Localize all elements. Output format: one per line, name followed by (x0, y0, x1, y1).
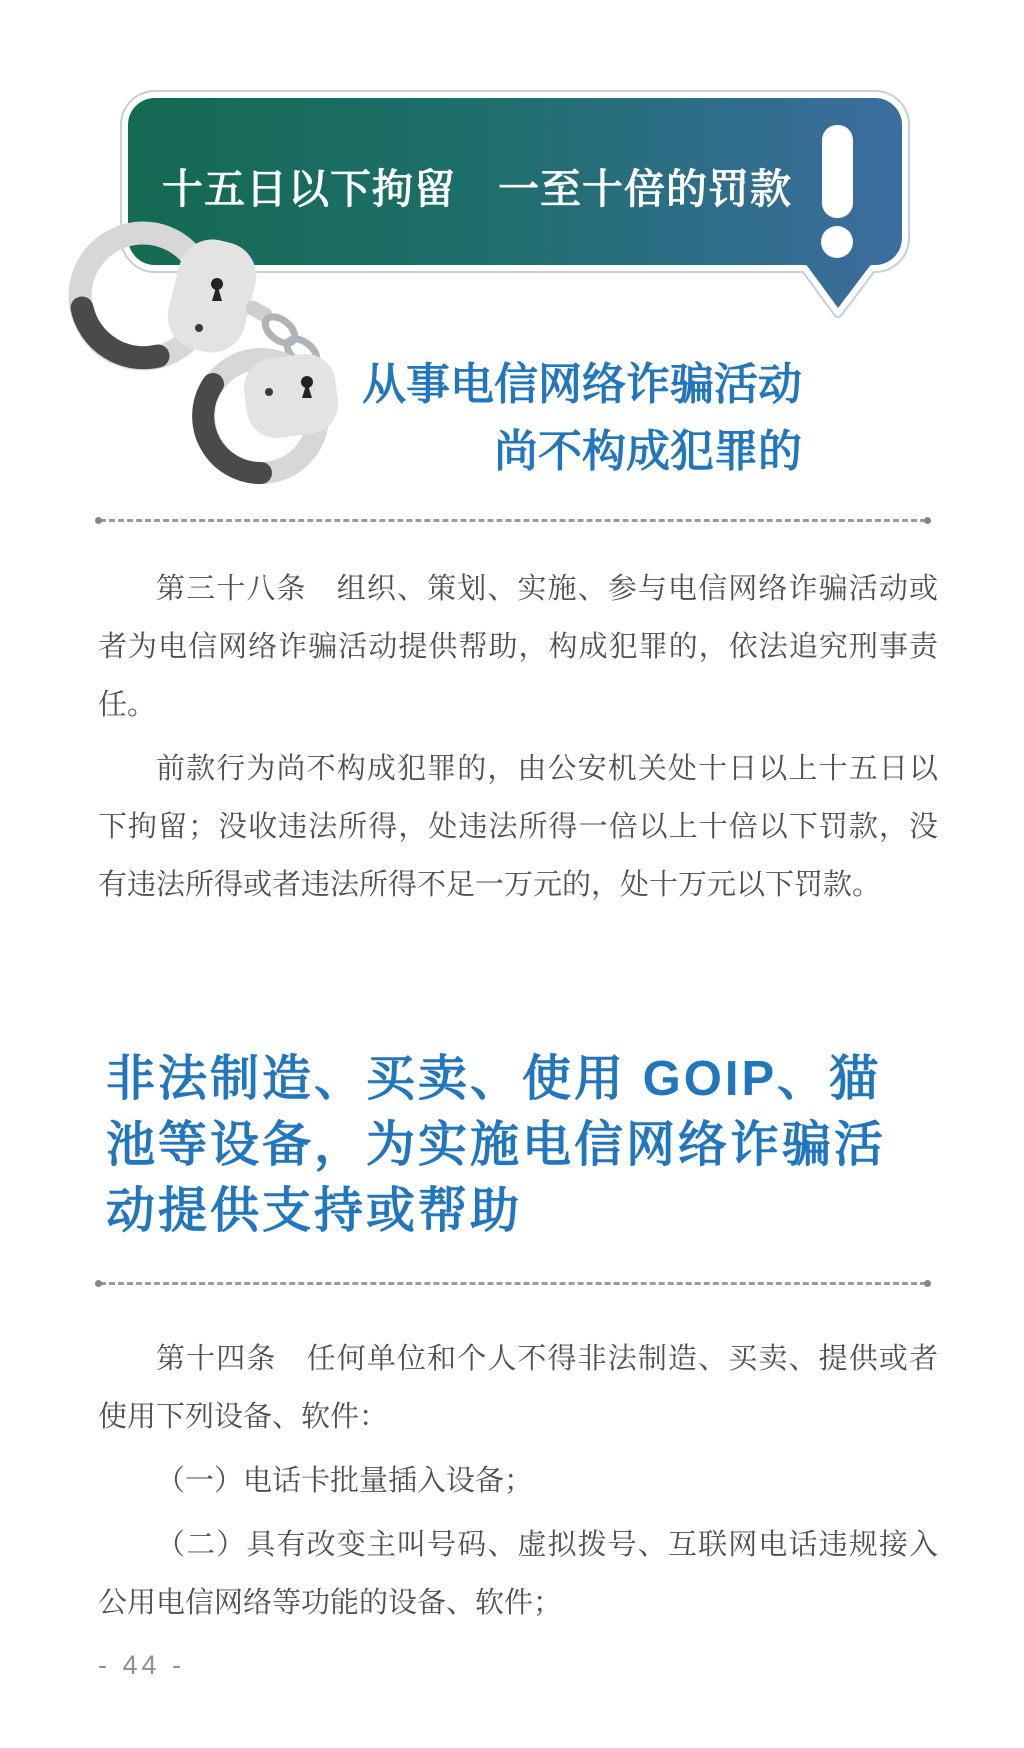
section1-heading (348, 351, 802, 485)
section1-body (98, 560, 938, 920)
section2-heading-line2: 池等设备，为实施电信网络诈骗活 (106, 1118, 887, 1172)
section2-heading-line1: 非法制造、买卖、使用 GOIP、猫 (106, 1052, 882, 1106)
dashed-divider (100, 1282, 926, 1285)
section2-heading-line3: 动提供支持或帮助 (106, 1184, 523, 1238)
dashed-divider (100, 519, 926, 522)
paragraph: 第十四条 任何单位和个人不得非法制造、买卖、提供或者使用下列设备、软件： (98, 1343, 938, 1433)
list-item: （一）电话卡批量插入设备； (156, 1465, 534, 1497)
section1-heading-line1: 从事电信网络诈骗活动 (362, 360, 802, 409)
paragraph: 第三十八条 组织、策划、实施、参与电信网络诈骗活动或者为电信网络诈骗活动提供帮助，构成犯罪的，依法追究刑事责任。 (98, 573, 938, 721)
section1-heading-line2: 尚不构成犯罪的 (494, 427, 802, 476)
list-item: （二）具有改变主叫号码、虚拟拨号、互联网电话违规接入公用电信网络等功能的设备、软件； (98, 1529, 938, 1619)
section2-body (98, 1330, 938, 1638)
handcuffs-icon (55, 188, 345, 498)
page-number: - 44 - (98, 1650, 186, 1680)
section2-heading (106, 1046, 940, 1244)
banner-title: 十五日以下拘留 一至十倍的罚款 (162, 166, 792, 212)
paragraph: 前款行为尚不构成犯罪的，由公安机关处十日以上十五日以下拘留；没收违法所得，处违法所得一倍以上十倍以下罚款，没有违法所得或者违法所得不足一万元的，处十万元以下罚款。 (98, 753, 938, 901)
exclamation-icon (821, 125, 853, 258)
